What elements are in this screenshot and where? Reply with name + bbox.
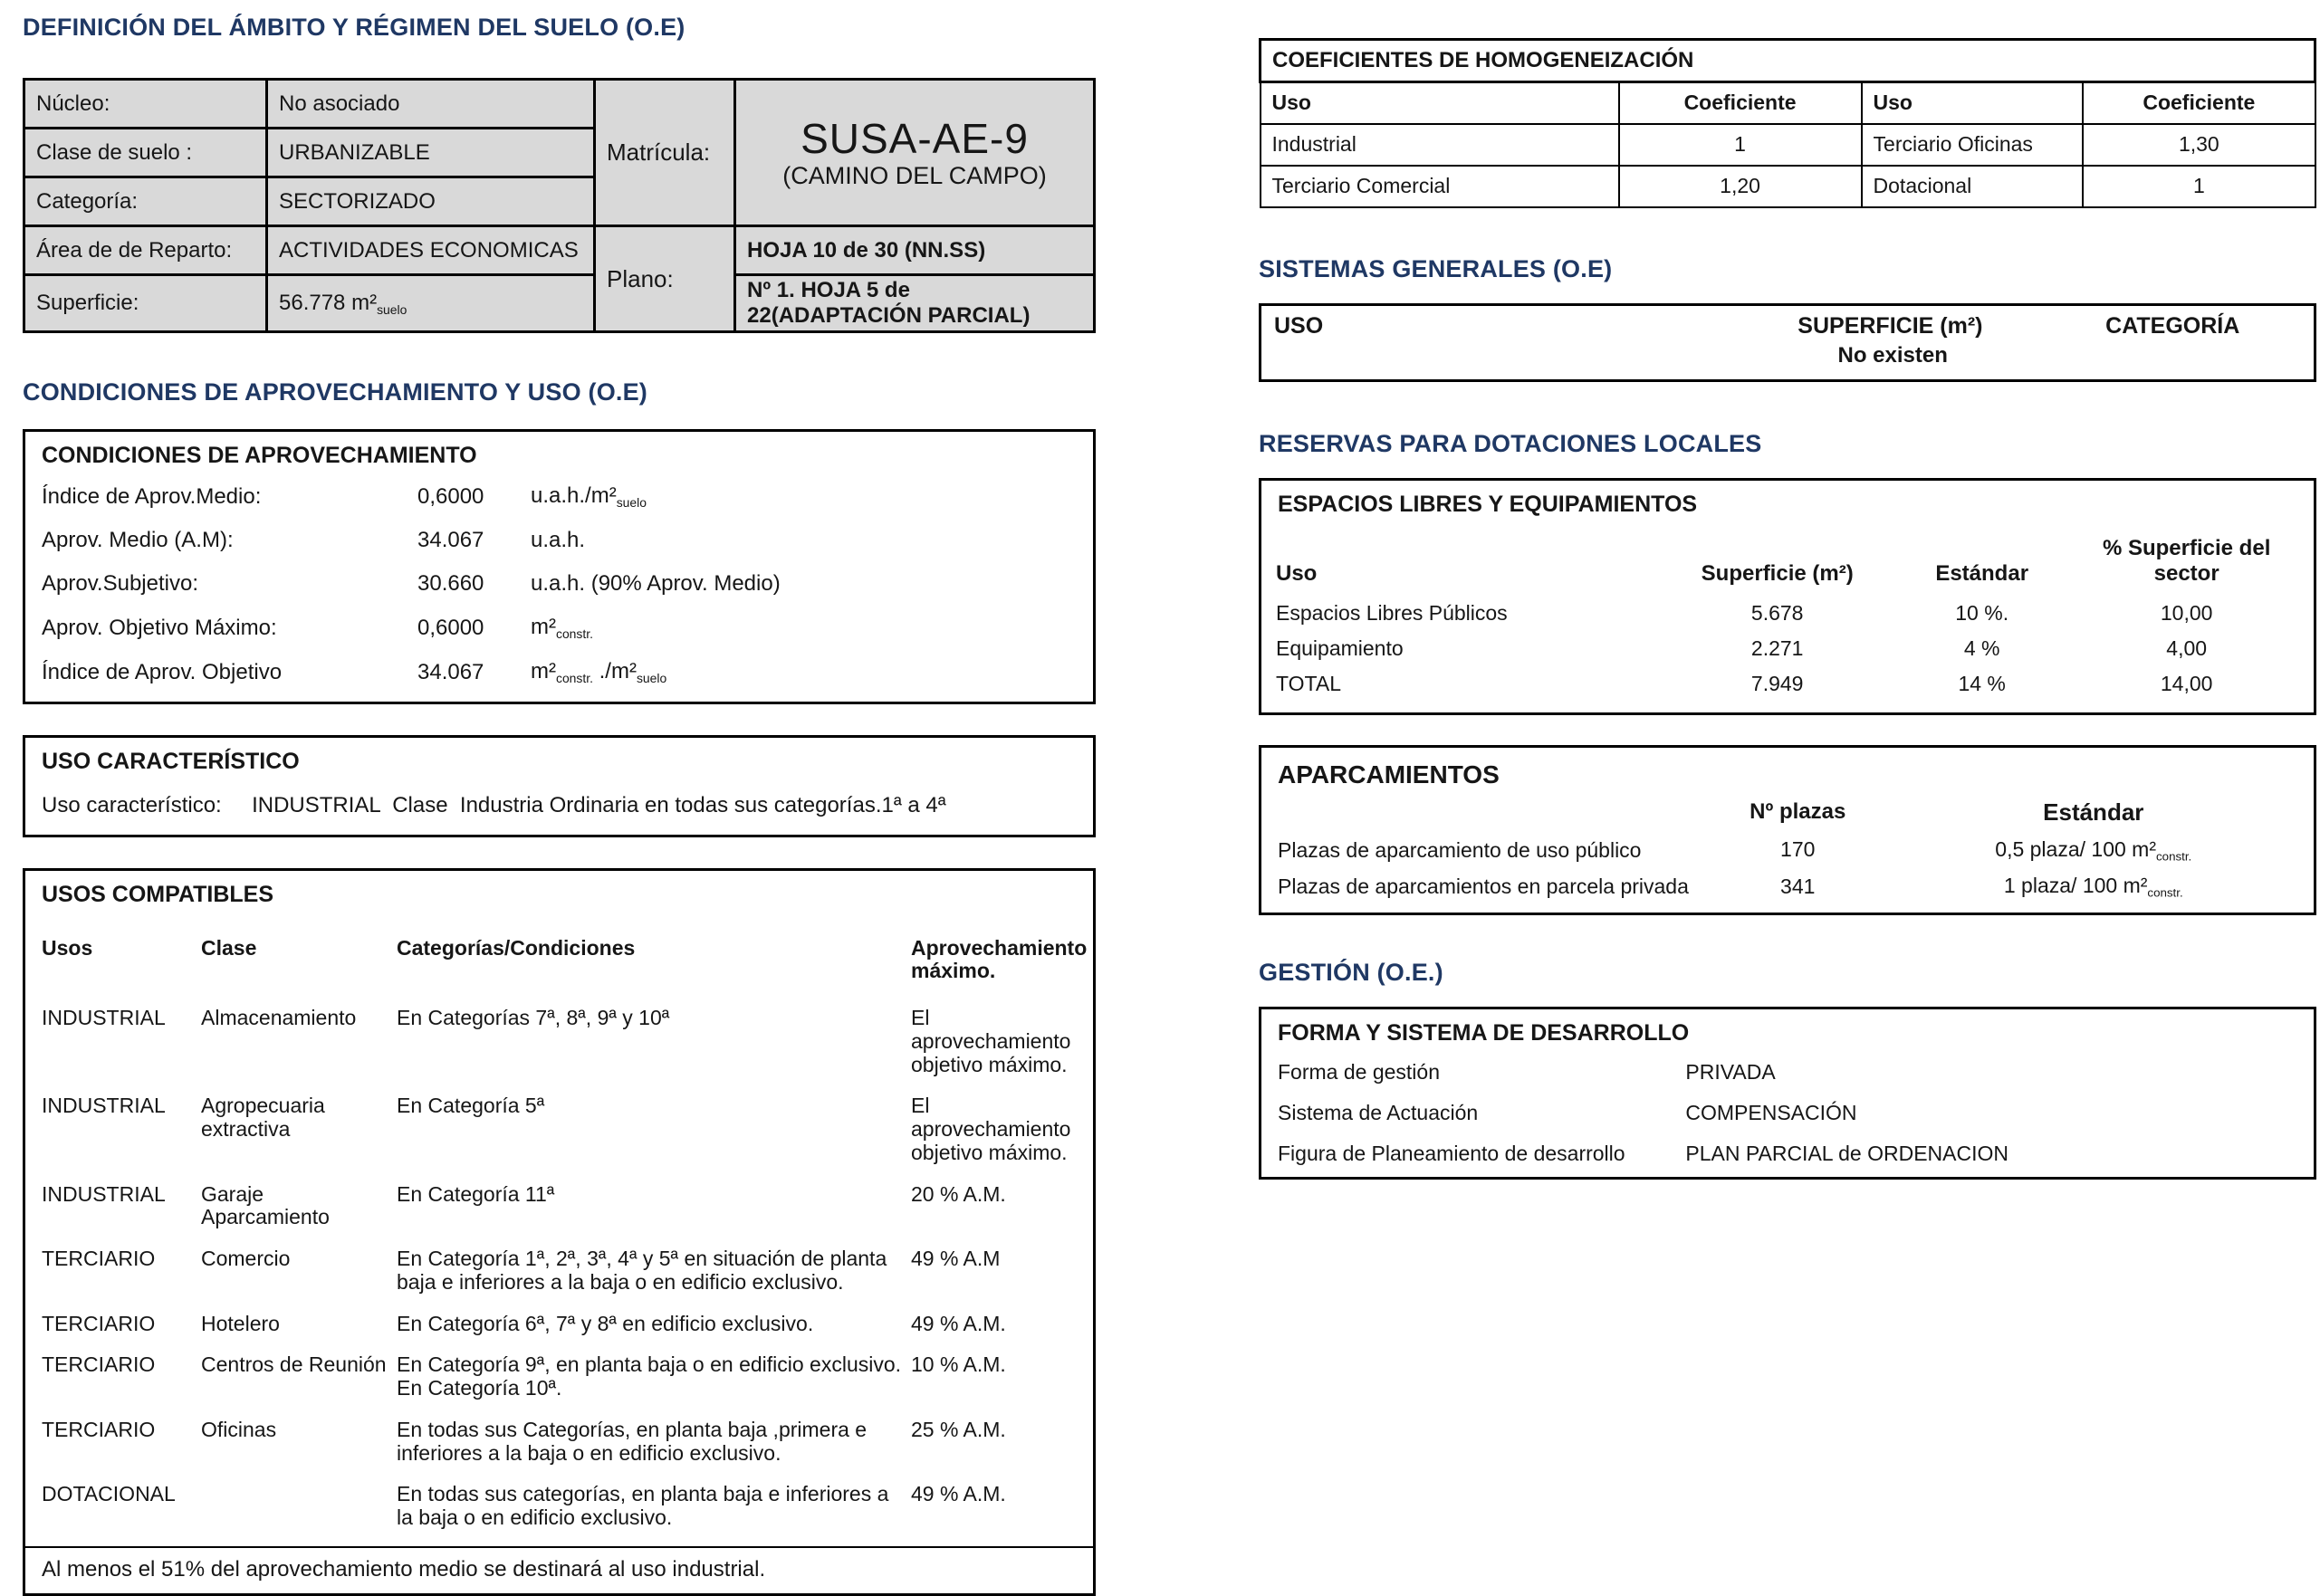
- superficie-unit-sub: suelo: [377, 301, 407, 317]
- forma-label: Figura de Planeamiento de desarrollo: [1278, 1141, 1625, 1165]
- superficie-cell: 5.678: [1750, 600, 1804, 625]
- left-column: [23, 14, 1096, 1596]
- table-row: [25, 606, 1093, 650]
- table-row: [1261, 1133, 2314, 1177]
- table-row: [1261, 631, 2314, 666]
- table-row: [25, 1233, 1093, 1298]
- table-row: [25, 1080, 1093, 1168]
- col-header-categorias: Categorías/Condiciones: [397, 935, 636, 960]
- coef-uso-cell: Terciario Oficinas: [1862, 124, 2084, 166]
- coef-uso-cell: Industrial: [1261, 124, 1619, 166]
- cond-unit: $m^2_{constr.}$ $./m^2_{suelo}$: [531, 658, 667, 685]
- matricula-name: (CAMINO DEL CAMPO): [782, 162, 1047, 190]
- table-row: [1261, 1052, 2314, 1093]
- nucleo-label: Núcleo:: [24, 80, 267, 129]
- cond-unit: $m^2_{constr.}$: [531, 614, 593, 641]
- table-row: [1261, 82, 2315, 124]
- heading-condiciones-uso: CONDICIONES DE APROVECHAMIENTO Y USO (O.E): [23, 378, 647, 406]
- coeficientes-title: COEFICIENTES DE HOMOGENEIZACIÓN: [1261, 40, 2315, 82]
- forma-title: FORMA Y SISTEMA DE DESARROLLO: [1278, 1019, 1690, 1046]
- max-cell: 49 % A.M: [911, 1247, 1001, 1271]
- plano-sheet-1: HOJA 10 de 30 (NN.SS): [735, 226, 1095, 275]
- usos-compatibles-title: USOS COMPATIBLES: [42, 881, 274, 907]
- col-header-categoria: CATEGORÍA: [2105, 312, 2240, 339]
- categoria-label: Categoría:: [24, 177, 267, 226]
- max-cell: 20 % A.M.: [911, 1181, 1006, 1206]
- table-row: [25, 1404, 1093, 1469]
- superficie-cell: 7.949: [1750, 671, 1804, 695]
- table-row: [1261, 1093, 2314, 1133]
- sistemas-empty-text: No existen: [1837, 342, 1948, 368]
- matricula-cell: [735, 80, 1095, 226]
- uso-cell: TERCIARIO: [42, 1417, 156, 1441]
- clase-cell: Garaje Aparcamiento: [201, 1181, 330, 1229]
- cond-label: Índice de Aprov.Medio:: [42, 483, 262, 509]
- categorias-cell: En todas sus Categorías, en planta baja ,primera e inferiores a la baja o en edificio exclusivo.: [397, 1417, 873, 1465]
- categorias-cell: En Categoría 6ª, 7ª y 8ª en edificio exclusivo.: [397, 1311, 814, 1335]
- col-header-uso: Uso: [1276, 560, 1318, 586]
- coef-value-cell: 1,30: [2083, 124, 2315, 166]
- table-row: [1261, 666, 2314, 712]
- cond-unit: $u.a.h./m^2_{suelo}$: [531, 483, 647, 510]
- uso-caracteristico-line: Uso característico: INDUSTRIAL Clase Industria Ordinaria en todas sus categorías.1ª a 4ª: [42, 792, 946, 817]
- cond-value: 0,6000: [417, 615, 484, 640]
- area-reparto-label: Área de de Reparto:: [24, 226, 267, 275]
- table-row: [24, 80, 1095, 129]
- table-row: [1261, 166, 2315, 207]
- espacios-header-row: [1261, 523, 2314, 596]
- estandar-cell: 4 %: [1963, 636, 2000, 660]
- max-cell: 49 % A.M.: [911, 1311, 1006, 1335]
- superficie-label: Superficie:: [24, 275, 267, 332]
- uso-cell: DOTACIONAL: [42, 1482, 176, 1506]
- table-row: [25, 650, 1093, 702]
- col-header-estandar: Estándar: [1935, 560, 2029, 586]
- clase-suelo-label: Clase de suelo :: [24, 129, 267, 177]
- usos-compatibles-table: [23, 868, 1096, 1596]
- categorias-cell: En Categoría 11ª: [397, 1181, 555, 1206]
- uso-caracteristico-title: USO CARACTERÍSTICO: [42, 748, 300, 774]
- plazas-count: 341: [1780, 874, 1816, 898]
- forma-label: Sistema de Actuación: [1278, 1100, 1479, 1124]
- categorias-cell: En todas sus categorías, en planta baja e inferiores a la baja o en edificio exclusivo.: [397, 1482, 895, 1530]
- sistemas-generales-table: [1259, 303, 2316, 382]
- categorias-cell: En Categoría 5ª: [397, 1094, 545, 1118]
- heading-definicion-ambito: DEFINICIÓN DEL ÁMBITO Y RÉGIMEN DEL SUELO (O.E): [23, 14, 685, 41]
- clase-cell: Agropecuaria extractiva: [201, 1094, 331, 1142]
- clase-cell: [201, 1483, 389, 1530]
- cond-label: Aprov. Objetivo Máximo:: [42, 615, 277, 640]
- estandar-cell: 14 %: [1958, 671, 2006, 695]
- cond-label: Índice de Aprov. Objetivo: [42, 659, 283, 684]
- table-row: [1261, 124, 2315, 166]
- pct-cell: 14,00: [2160, 671, 2213, 695]
- heading-reservas-dotaciones: RESERVAS PARA DOTACIONES LOCALES: [1259, 429, 1762, 457]
- matricula-code: SUSA-AE-9: [800, 114, 1029, 162]
- cond-unit: u.a.h.: [531, 527, 586, 552]
- coeficientes-table: [1259, 38, 2316, 208]
- uso-cell: INDUSTRIAL: [42, 1181, 166, 1206]
- clase-suelo-value: URBANIZABLE: [267, 129, 595, 177]
- uso-cell: TOTAL: [1276, 671, 1341, 695]
- col-header-uso-2: Uso: [1862, 82, 2084, 124]
- superficie-cell: 2.271: [1750, 636, 1804, 660]
- table-row: [24, 275, 1095, 332]
- coef-value-cell: 1: [1619, 124, 1862, 166]
- espacios-title: ESPACIOS LIBRES Y EQUIPAMIENTOS: [1278, 491, 1698, 517]
- coef-uso-cell: Dotacional: [1862, 166, 2084, 207]
- uso-cell: Equipamiento: [1276, 636, 1404, 660]
- espacios-libres-table: [1259, 478, 2316, 715]
- uso-cell: TERCIARIO: [42, 1247, 156, 1271]
- clase-cell: Centros de Reunión: [201, 1352, 387, 1377]
- uso-cell: TERCIARIO: [42, 1352, 156, 1377]
- col-header-coeficiente-1: Coeficiente: [1619, 82, 1862, 124]
- table-row: [1261, 596, 2314, 631]
- col-header-uso: USO: [1274, 312, 1324, 339]
- col-header-coeficiente-2: Coeficiente: [2083, 82, 2315, 124]
- coef-value-cell: 1,20: [1619, 166, 1862, 207]
- plano-sheet-2: Nº 1. HOJA 5 de 22(ADAPTACIÓN PARCIAL): [735, 275, 1095, 332]
- right-column: [1259, 25, 2316, 1180]
- condiciones-title: CONDICIONES DE APROVECHAMIENTO: [42, 443, 477, 468]
- plazas-estandar: 0,5 plaza/ 100 $m^2_{constr.}$: [1995, 836, 2192, 864]
- heading-sistemas-generales: SISTEMAS GENERALES (O.E): [1259, 254, 1613, 282]
- forma-value: PRIVADA: [1685, 1059, 1776, 1084]
- max-cell: El aprovechamiento objetivo máximo.: [911, 1006, 1077, 1076]
- categorias-cell: En Categorías 7ª, 8ª, 9ª y 10ª: [397, 1006, 670, 1030]
- cond-value: 0,6000: [417, 483, 484, 509]
- uso-cell: INDUSTRIAL: [42, 1094, 166, 1118]
- table-row: [1261, 832, 2314, 869]
- cond-label: Aprov. Medio (A.M):: [42, 527, 234, 552]
- pct-cell: 10,00: [2160, 600, 2213, 625]
- max-cell: 10 % A.M.: [911, 1352, 1006, 1377]
- pct-cell: 4,00: [2166, 636, 2208, 660]
- clase-cell: Almacenamiento: [201, 1006, 357, 1030]
- nucleo-value: No asociado: [267, 80, 595, 129]
- uso-cell: TERCIARIO: [42, 1311, 156, 1335]
- cond-value: 34.067: [417, 659, 484, 684]
- usos-compatibles-footer-note: Al menos el 51% del aprovechamiento medio se destinará al uso industrial.: [25, 1546, 1093, 1593]
- max-cell: 49 % A.M.: [911, 1482, 1006, 1506]
- cond-value: 30.660: [417, 570, 484, 596]
- aparcamientos-title: APARCAMIENTOS: [1278, 760, 1500, 788]
- table-row: [1261, 868, 2314, 913]
- area-reparto-value: ACTIVIDADES ECONOMICAS: [267, 226, 595, 275]
- clase-cell: Oficinas: [201, 1417, 277, 1441]
- plano-label: Plano:: [595, 226, 735, 332]
- col-header-uso-1: Uso: [1261, 82, 1619, 124]
- cond-unit: u.a.h. (90% Aprov. Medio): [531, 570, 781, 596]
- cond-value: 34.067: [417, 527, 484, 552]
- forma-value: PLAN PARCIAL de ORDENACION: [1685, 1141, 2008, 1165]
- table-row: [1261, 40, 2315, 82]
- plazas-label: Plazas de aparcamientos en parcela privada: [1278, 874, 1689, 899]
- clase-cell: Hotelero: [201, 1311, 280, 1335]
- usos-compatibles-header-row: [25, 913, 1093, 993]
- clase-cell: Comercio: [201, 1247, 291, 1271]
- table-row: [25, 519, 1093, 562]
- sistemas-header-row: [1261, 306, 2314, 339]
- table-row: [25, 992, 1093, 1080]
- table-row: [25, 1169, 1093, 1234]
- col-header-clase: Clase: [201, 935, 257, 960]
- table-row: [24, 226, 1095, 275]
- col-header-estandar: Estándar: [2043, 798, 2144, 826]
- max-cell: 25 % A.M.: [911, 1417, 1006, 1441]
- col-header-aprovechamiento: Aprovechamiento máximo.: [911, 935, 1093, 983]
- table-row: [25, 1298, 1093, 1340]
- forma-label: Forma de gestión: [1278, 1059, 1440, 1084]
- col-header-pct-superficie: % Superficie del sector: [2102, 535, 2271, 586]
- superficie-value: 56.778 $m^2_{suelo}$: [267, 275, 595, 332]
- plazas-label: Plazas de aparcamiento de uso público: [1278, 837, 1642, 862]
- table-row: [25, 562, 1093, 606]
- condiciones-aprovechamiento-table: [23, 429, 1096, 704]
- categoria-value: SECTORIZADO: [267, 177, 595, 226]
- table-row: [25, 474, 1093, 519]
- table-row: [25, 1339, 1093, 1404]
- aparcamientos-table: [1259, 745, 2316, 915]
- table-row: [25, 1468, 1093, 1534]
- plazas-estandar: 1 plaza/ 100 $m^2_{constr.}$: [2003, 874, 2183, 900]
- coef-value-cell: 1: [2083, 166, 2315, 207]
- forma-sistema-table: [1259, 1007, 2316, 1180]
- forma-value: COMPENSACIÓN: [1685, 1100, 1857, 1124]
- coef-uso-cell: Terciario Comercial: [1261, 166, 1619, 207]
- cond-label: Aprov.Subjetivo:: [42, 570, 198, 596]
- matricula-label: Matrícula:: [595, 80, 735, 226]
- uso-cell: Espacios Libres Públicos: [1276, 600, 1508, 625]
- uso-caracteristico-table: [23, 735, 1096, 837]
- ambito-table: [23, 78, 1096, 333]
- uso-cell: INDUSTRIAL: [42, 1006, 166, 1030]
- plazas-count: 170: [1780, 837, 1816, 862]
- categorias-cell: En Categoría 1ª, 2ª, 3ª, 4ª y 5ª en situación de planta baja e inferiores a la baja o en edificio exclusivo.: [397, 1247, 893, 1294]
- aparcamientos-header-row: [1261, 793, 2314, 832]
- heading-gestion: GESTIÓN (O.E.): [1259, 958, 1443, 986]
- estandar-cell: 10 %.: [1955, 600, 2009, 625]
- col-header-superficie: SUPERFICIE (m²): [1798, 312, 1983, 339]
- categorias-cell: En Categoría 9ª, en planta baja o en edificio exclusivo. En Categoría 10ª.: [397, 1352, 907, 1400]
- col-header-usos: Usos: [42, 935, 93, 960]
- col-header-num-plazas: Nº plazas: [1750, 799, 1846, 824]
- max-cell: El aprovechamiento objetivo máximo.: [911, 1094, 1077, 1164]
- col-header-superficie: Superficie (m²): [1701, 560, 1854, 586]
